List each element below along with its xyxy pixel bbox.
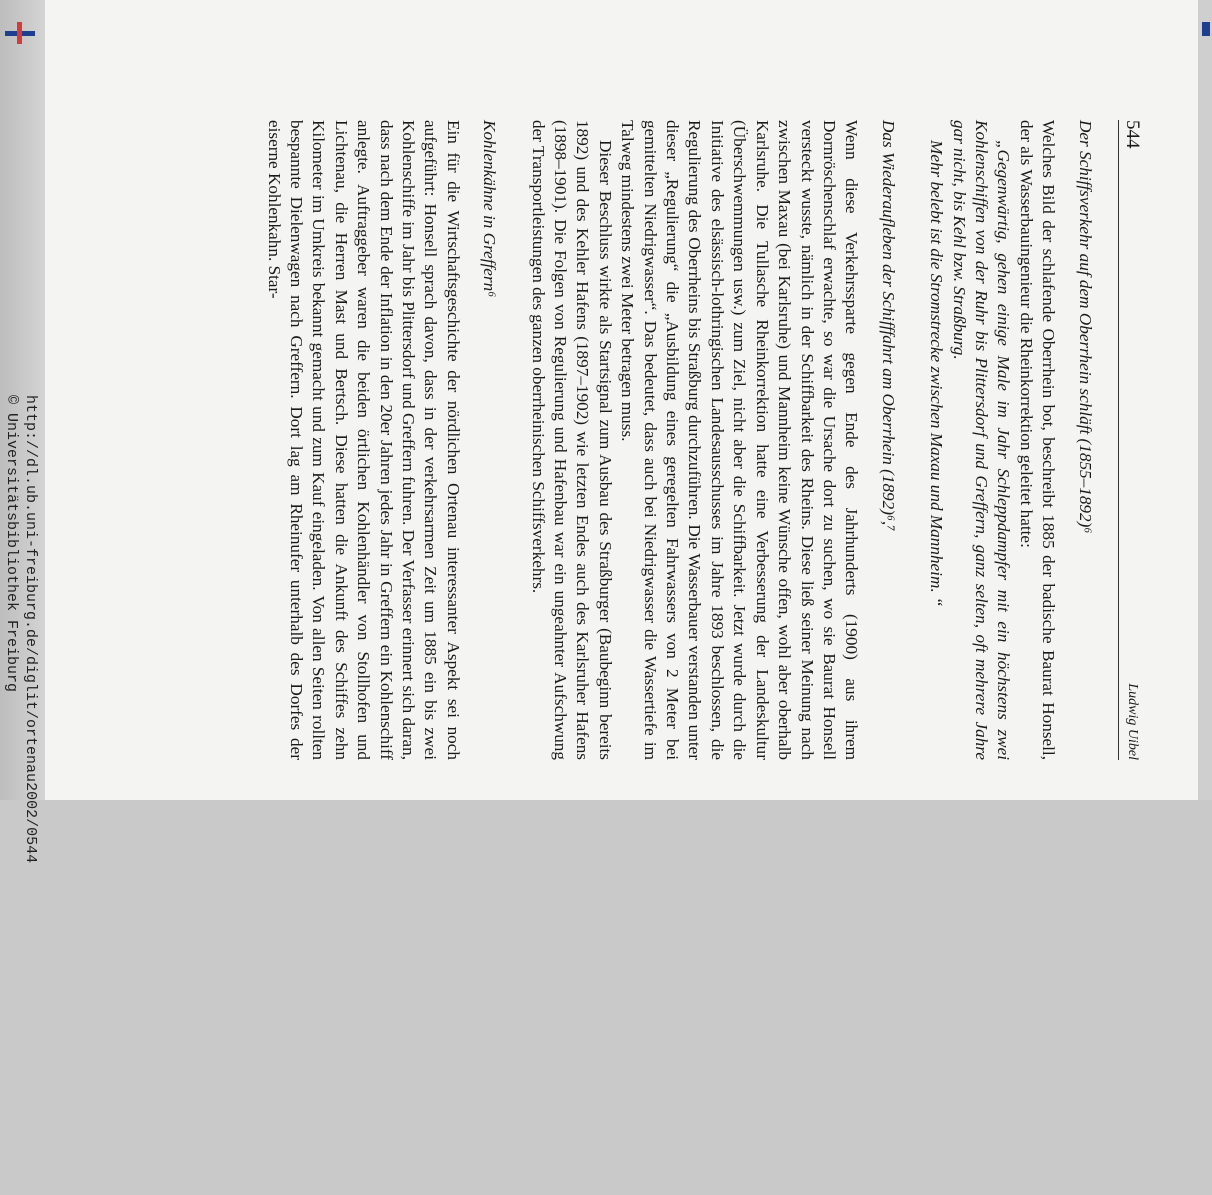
- section-heading-kohlenkaehne: Kohlenkähne in Greffern⁶: [480, 120, 500, 298]
- paragraph-greffern: Ein für die Wirtschaftsgeschichte der nördlichen Ortenau interessanter Aspekt sei noch aufgeführt: Honsell sprach davon, dass in der verkehrsarmen Zeit um 1885 ein bis zwei Kohlenschiffe im Jahr bis Plittersdorf und Greffern fuhren. Der Verfasser erinnert sich daran, dass nach dem Ende der Inflation in den 20er Jahren jedes Jahr in Greffern ein Kohlenschiff anlegte. Auftraggeber waren die beiden örtlichen Kohlenhändler von Stollhofen und Lichtenau, die Herren Mast und Bertsch. Diese hatten die Ankunft des Schiffes zehn Kilometer im Umkreis bekannt gemacht und zum Kauf eingeladen. Von allen Seiten rollten bespannte Dielenwagen nach Greffern. Dort lag am Rheinufer unterhalb des Dorfes der eiserne Kohlenkahn. Star-: [264, 120, 463, 760]
- running-head-author: Ludwig Uibel: [1125, 683, 1140, 760]
- crop-marker-left-icon: [5, 22, 35, 44]
- crop-marker-right-icon: [1202, 22, 1210, 36]
- source-url-block: [0, 395, 40, 1195]
- paragraph-hafenbau: Dieser Beschluss wirkte als Startsignal zum Ausbau des Straßburger (Baubeginn bereits 1892) und des Kehler Hafens (1897–1902) wie letzten Endes auch des Karlsruher Hafens (1898–1901). Die Folgen von Regulierung und Hafenbau war ein ungeahnter Aufschwung der Transportleistungen des ganzen oberrheinischen Schiffsverkehrs.: [528, 120, 615, 760]
- source-url-link[interactable]: http://dl.ub.uni-freiburg.de/diglit/ortenau2002/0544: [22, 395, 39, 864]
- page-number: 544: [1122, 120, 1143, 149]
- paragraph-regulierung: Wenn diese Verkehrssparte gegen Ende des Jahrhunderts (1900) aus ihrem Dornröschenschlaf erwachte, so war die Ursache dort zu suchen, wo sie Baurat Honsell versteckt wusste, nämlich in der Schiffbarkeit des Rheins. Diese ließ seiner Meinung nach zwischen Maxau (bei Karlsruhe) und Mannheim keine Wünsche offen, wohl aber oberhalb Karlsruhe. Die Tullasche Rheinkorrektion hatte eine Verbesserung der Landeskultur (Überschwemmungen usw.) zum Ziel, nicht aber die Schiffbarkeit. Jetzt wurde durch die Initiative des elsässisch-lothringischen Landesausschusses im Jahre 1893 beschlossen, die Regulierung des Oberrheins bis Straßburg durchzuführen. Die Wasserbauer verstanden unter dieser „Regulierung“ die „Ausbildung eines geregelten Fahrwassers von 2 Meter bei gemittelten Niedrigwasser“. Das bedeutet, dass auch bei Niedrigwasser die Wassertiefe im Talweg mindestens zwei Meter betragen muss.: [618, 120, 862, 760]
- page-header: [1118, 120, 1143, 760]
- page-content: [143, 120, 1143, 780]
- copyright-line: © Universitätsbibliothek Freiburg: [3, 395, 20, 693]
- section-heading-wiederaufleben: Das Wiederaufleben der Schifffahrt am Oberrhein (1892)⁶,⁷: [878, 120, 898, 532]
- section-heading-schiffsverkehr: Der Schiffsverkehr auf dem Oberrhein schläft (1855–1892)⁶: [1075, 120, 1095, 534]
- scanned-page: [45, 0, 1198, 800]
- paragraph-honsell: Welches Bild der schlafende Oberrhein bot, beschreibt 1885 der badische Baurat Honsell, der als Wasserbauingenieur die Rheinkorrektion geleitet hatte:: [1016, 120, 1059, 760]
- viewer-right-margin: [1198, 0, 1212, 800]
- quote-honsell-end: Mehr belebt ist die Stromstrecke zwischen Maxau und Mannheim. “: [927, 140, 947, 607]
- quote-honsell: „Gegenwärtig, gehen einige Male im Jahr Schleppdampfer mit ein höchstens zwei Kohlenschiffen von der Ruhr bis Plittersdorf und Greffern, ganz selten, oft mehrere Jahre gar nicht, bis Kehl bzw. Straßburg.: [949, 120, 1014, 760]
